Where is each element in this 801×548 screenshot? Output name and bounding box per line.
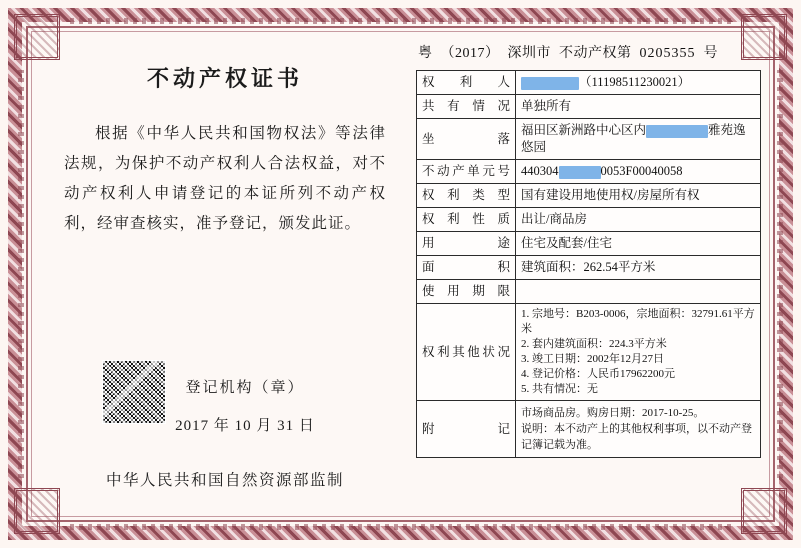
row-value-unit-number	[516, 160, 761, 184]
certificate-body-paragraph: 根据《中华人民共和国物权法》等法律法规，为保护不动产权利人合法权益，对不动产权利人申请登记的本证所列不动产权利，经审查核实，准予登记，颁发此证。	[64, 125, 386, 232]
row-label-term: 使用期限	[417, 280, 516, 304]
header-province: 粤	[418, 46, 433, 61]
other-rights-list	[521, 307, 755, 397]
property-info-table	[416, 70, 761, 458]
row-label-location: 坐 落	[417, 119, 516, 160]
table-row	[417, 232, 761, 256]
table-row	[417, 71, 761, 95]
issuing-authority: 中华人民共和国自然资源部监制	[105, 472, 344, 489]
row-value-other-rights	[516, 304, 761, 401]
issue-date: 2017 年 10 月 31 日	[175, 418, 315, 434]
location-part1: 福田区新洲路中心区内	[521, 123, 647, 137]
header-suffix: 号	[703, 46, 718, 61]
table-row	[417, 256, 761, 280]
location-part2: 雅苑逸	[708, 123, 746, 137]
row-value-owner	[516, 71, 761, 95]
header-prefix: 不动产权第	[559, 46, 632, 61]
redaction-bar	[559, 166, 601, 179]
table-row	[417, 208, 761, 232]
header-city: 深圳市	[507, 46, 551, 61]
row-value-right-type: 国有建设用地使用权/房屋所有权	[516, 184, 761, 208]
list-item: 4. 登记价格：人民币17962200元	[521, 368, 675, 380]
row-label-right-nature: 权利性质	[417, 208, 516, 232]
row-label-unit-number: 不动产单元号	[417, 160, 516, 184]
row-value-co-ownership: 单独所有	[516, 95, 761, 119]
right-panel	[416, 38, 761, 510]
edge-ornament-bottom	[70, 524, 731, 530]
row-value-area: 建筑面积：262.54平方米	[516, 256, 761, 280]
unit-number-prefix: 440304	[521, 164, 559, 178]
edge-ornament-right	[777, 70, 783, 478]
table-row	[417, 184, 761, 208]
certificate-title: 不动产权证书	[146, 66, 303, 91]
row-label-area: 面 积	[417, 256, 516, 280]
left-panel	[40, 38, 410, 510]
certificate-body-text	[64, 119, 386, 239]
row-value-usage: 住宅及配套/住宅	[516, 232, 761, 256]
row-label-right-type: 权利类型	[417, 184, 516, 208]
table-row	[417, 160, 761, 184]
redaction-bar	[521, 77, 579, 90]
table-row	[417, 95, 761, 119]
redaction-bar	[646, 125, 708, 138]
registry-organization-label: 登记机构（章）	[185, 380, 305, 396]
row-label-co-ownership: 共有情况	[417, 95, 516, 119]
remarks-line-2: 说明：本不动产上的其他权利事项，以不动产登记簿记载为准。	[521, 423, 752, 451]
row-value-right-nature: 出让/商品房	[516, 208, 761, 232]
row-value-term	[516, 280, 761, 304]
row-label-usage: 用 途	[417, 232, 516, 256]
list-item: 1. 宗地号：B203-0006，宗地面积：32791.61平方米	[521, 308, 755, 335]
location-part3: 悠园	[521, 140, 547, 154]
table-row	[417, 280, 761, 304]
row-label-owner: 权利人	[417, 71, 516, 95]
table-row	[417, 304, 761, 401]
list-item: 2. 套内建筑面积：224.3平方米	[521, 338, 667, 350]
row-value-remarks	[516, 401, 761, 458]
edge-ornament-top	[70, 18, 731, 24]
list-item: 3. 竣工日期：2002年12月27日	[521, 353, 664, 365]
table-row	[417, 401, 761, 458]
header-certificate-number: 0205355	[639, 46, 696, 61]
row-label-other-rights: 权利其他状况	[417, 304, 516, 401]
remarks-line-1: 市场商品房。购房日期：2017-10-25。	[521, 407, 705, 419]
unit-number-suffix: 0053F00040058	[600, 164, 683, 178]
certificate-content	[40, 38, 761, 510]
edge-ornament-left	[18, 70, 24, 478]
header-year: （2017）	[440, 46, 500, 61]
row-value-location	[516, 119, 761, 160]
table-row	[417, 119, 761, 160]
row-label-remarks: 附 记	[417, 401, 516, 458]
certificate-header	[416, 38, 761, 70]
list-item: 5. 共有情况：无	[521, 383, 598, 395]
owner-id: （11198511230021）	[579, 75, 691, 89]
